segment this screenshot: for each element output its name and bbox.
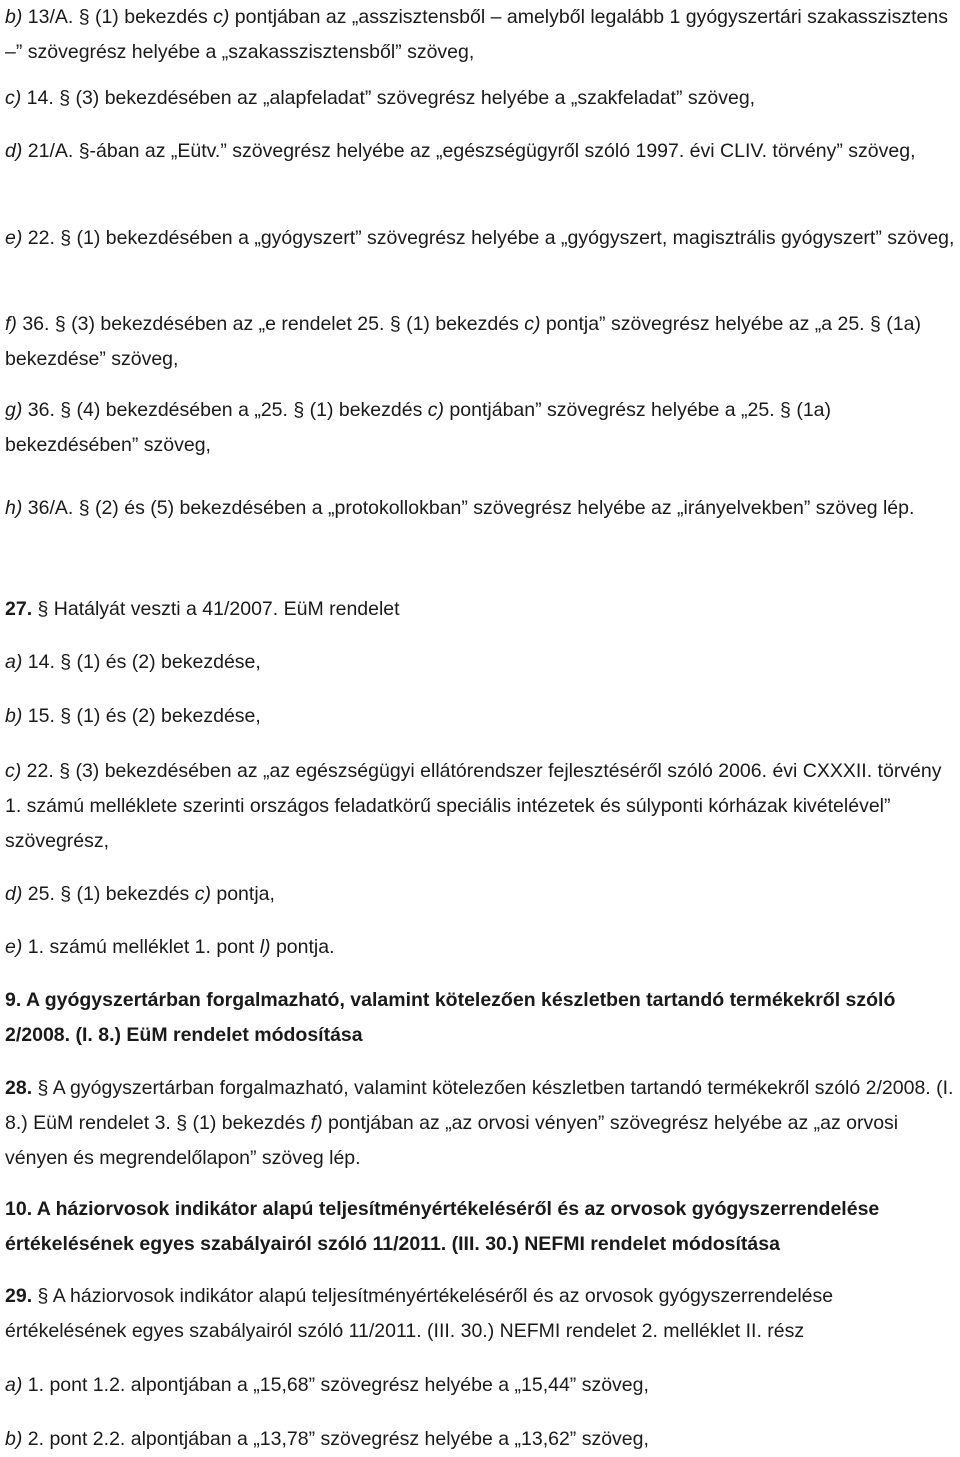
run: f) — [310, 1112, 323, 1134]
run: pontja, — [210, 883, 275, 905]
run: f) — [5, 313, 17, 335]
heading-9 — [5, 983, 957, 1053]
list-item-f-36 — [5, 307, 957, 377]
section-number: 28. — [5, 1077, 33, 1099]
list-item-e-annex — [5, 930, 957, 965]
run: c) — [524, 313, 541, 335]
section-number: 27. — [5, 598, 33, 620]
heading-text: 10. A háziorvosok indikátor alapú teljesítményértékeléséről és az orvosok gyógyszerrendelése értékelésének egyes szabályairól szóló 11/2011. (III. 30.) NEFMI rendelet módosítása — [5, 1198, 885, 1255]
run: 2. pont 2.2. alpontjában a „13,78” szövegrész helyébe a „13,62” szöveg, — [22, 1428, 649, 1450]
run: c) — [5, 87, 22, 109]
list-item-d-25 — [5, 877, 957, 912]
run: § Hatályát veszti a 41/2007. EüM rendelet — [32, 598, 400, 620]
run: 15. § (1) és (2) bekezdése, — [22, 705, 261, 727]
run: pontjában” szövegrész helyébe a „25. § (1a) bekezdésében” szöveg, — [5, 399, 837, 456]
run: b) — [5, 1428, 23, 1450]
section-27 — [5, 592, 957, 627]
run: d) — [5, 140, 23, 162]
run: c) — [5, 760, 22, 782]
run: c) — [213, 6, 230, 28]
list-item-d-21a — [5, 134, 935, 169]
run: 36. § (3) bekezdésében az „e rendelet 25. § (1) bekezdés — [16, 313, 525, 335]
run: a) — [5, 651, 23, 673]
run: pontja. — [270, 936, 335, 958]
list-item-b-13a — [5, 0, 957, 70]
heading-text: 9. A gyógyszertárban forgalmazható, valamint kötelezően készletben tartandó termékekről szóló 2/2008. (I. 8.) EüM rendelet módosítása — [5, 989, 901, 1046]
run: 14. § (3) bekezdésében az „alapfeladat” szövegrész helyébe a „szakfeladat” szöveg, — [21, 87, 756, 109]
run: 14. § (1) és (2) bekezdése, — [22, 651, 261, 673]
run: c) — [194, 883, 211, 905]
run: 13/A. § (1) bekezdés — [22, 6, 214, 28]
list-item-c-14 — [5, 81, 957, 116]
run: 36. § (4) bekezdésében a „25. § (1) bekezdés — [22, 399, 428, 421]
run: 22. § (1) bekezdésében a „gyógyszert” szövegrész helyébe a „gyógyszert, magisztrális gyógyszert” szöveg, — [22, 227, 955, 249]
run: § A háziorvosok indikátor alapú teljesítményértékeléséről és az orvosok gyógyszerrendelése értékelésének egyes szabályairól szóló 11/2011. (III. 30.) NEFMI rendelet 2. melléklet II. rész — [5, 1285, 839, 1342]
run: § A gyógyszertárban forgalmazható, valamint kötelezően készletben tartandó termékekről szóló 2/2008. (I. 8.) EüM rendelet 3. § (1) bekezdés — [5, 1077, 959, 1134]
run: pontjában az „az orvosi vényen” szövegrész helyébe az „az orvosi vényen és megrendelőlapon” szöveg lép. — [5, 1112, 904, 1169]
section-29 — [5, 1279, 957, 1349]
run: pontjában az „asszisztensből – amelyből legalább 1 gyógyszertári szakasszisztens –” szövegrész helyébe a „szakasszisztensből” szöveg, — [5, 6, 954, 63]
run: 1. pont 1.2. alpontjában a „15,68” szövegrész helyébe a „15,44” szöveg, — [22, 1374, 649, 1396]
run: b) — [5, 6, 23, 28]
run: 22. § (3) bekezdésében az „az egészségügyi ellátórendszer fejlesztéséről szóló 2006. évi CXXXII. törvény 1. számú melléklete szerinti országos feladatkörű speciális intézetek és súlyponti kórházak kivételével” szövegrész, — [5, 760, 947, 852]
run: e) — [5, 936, 23, 958]
run: h) — [5, 497, 23, 519]
run: g) — [5, 399, 23, 421]
list-item-h-36a — [5, 482, 957, 535]
section-28 — [5, 1071, 957, 1176]
list-item-b-15 — [5, 699, 957, 734]
list-item-a-point1 — [5, 1368, 957, 1403]
run: pontja” szövegrész helyébe az „a 25. § (1a) bekezdése” szöveg, — [5, 313, 927, 370]
list-item-a-14 — [5, 645, 957, 680]
list-item-e-22 — [5, 221, 957, 256]
run: 1. számú melléklet 1. pont — [22, 936, 260, 958]
list-item-c-22 — [5, 754, 957, 859]
run: c) — [427, 399, 445, 421]
run: l) — [259, 936, 271, 958]
run: d) — [5, 883, 23, 905]
heading-10 — [5, 1192, 945, 1262]
run: 25. § (1) bekezdés — [22, 883, 195, 905]
run: b) — [5, 705, 23, 727]
run: 36/A. § (2) és (5) bekezdésében a „protokollokban” szövegrész helyébe az „irányelvekben” szöveg lép. — [22, 497, 915, 519]
run: e) — [5, 227, 23, 249]
run: 21/A. §-ában az „Eütv.” szövegrész helyébe az „egészségügyről szóló 1997. évi CLIV. törvény” szöveg, — [22, 140, 916, 162]
section-number: 29. — [5, 1285, 33, 1307]
list-item-g-36 — [5, 393, 957, 463]
run: a) — [5, 1374, 23, 1396]
